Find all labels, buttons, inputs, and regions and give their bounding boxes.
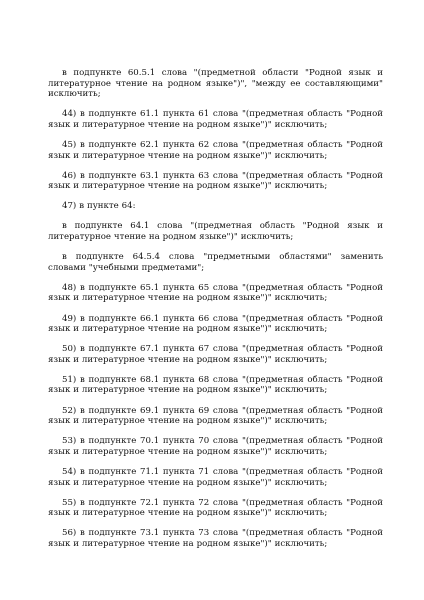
paragraph-49: 49) в подпункте 66.1 пункта 66 слова "(предметная область "Родной язык и литературное чтение на родном языке")" исключить; <box>48 313 383 335</box>
paragraph-51: 51) в подпункте 68.1 пункта 68 слова "(предметная область "Родной язык и литературное чтение на родном языке")" исключить; <box>48 374 383 396</box>
paragraph-53: 53) в подпункте 70.1 пункта 70 слова "(предметная область "Родной язык и литературное чтение на родном языке")" исключить; <box>48 436 383 457</box>
paragraph-54: 54) в подпункте 71.1 пункта 71 слова "(предметная область "Родной язык и литературное чтение на родном языке")" исключить; <box>48 466 383 488</box>
paragraph-60-5-1: в подпункте 60.5.1 слова "(предметной области "Родной язык и литературное чтение на родном языке")", "между ее составляющими" исключить; <box>48 68 383 100</box>
paragraph-45: 45) в подпункте 62.1 пункта 62 слова "(предметная область "Родной язык и литературное чтение на родном языке")" исключить; <box>48 139 383 161</box>
paragraph-56: 56) в подпункте 73.1 пункта 73 слова "(предметная область "Родной язык и литературное чтение на родном языке")" исключить; <box>48 528 383 549</box>
paragraph-64-5-4: в подпункте 64.5.4 слова "предметными областями" заменить словами "учебными предметами"; <box>48 252 383 273</box>
paragraph-46: 46) в подпункте 63.1 пункта 63 слова "(предметная область "Родной язык и литературное чтение на родном языке")" исключить; <box>48 170 383 192</box>
paragraph-50: 50) в подпункте 67.1 пункта 67 слова "(предметная область "Родной язык и литературное чтение на родном языке")" исключить; <box>48 344 383 365</box>
paragraph-48: 48) в подпункте 65.1 пункта 65 слова "(предметная область "Родной язык и литературное чтение на родном языке")" исключить; <box>48 282 383 304</box>
paragraph-64-1: в подпункте 64.1 слова "(предметная область "Родной язык и литературное чтение на родном языке")" исключить; <box>48 221 383 243</box>
paragraph-44: 44) в подпункте 61.1 пункта 61 слова "(предметная область "Родной язык и литературное чтение на родном языке")" исключить; <box>48 109 383 130</box>
paragraph-52: 52) в подпункте 69.1 пункта 69 слова "(предметная область "Родной язык и литературное чтение на родном языке")" исключить; <box>48 405 383 427</box>
paragraph-55: 55) в подпункте 72.1 пункта 72 слова "(предметная область "Родной язык и литературное чтение на родном языке")" исключить; <box>48 497 383 519</box>
paragraph-47: 47) в пункте 64: <box>62 201 136 212</box>
document-page <box>48 68 383 559</box>
